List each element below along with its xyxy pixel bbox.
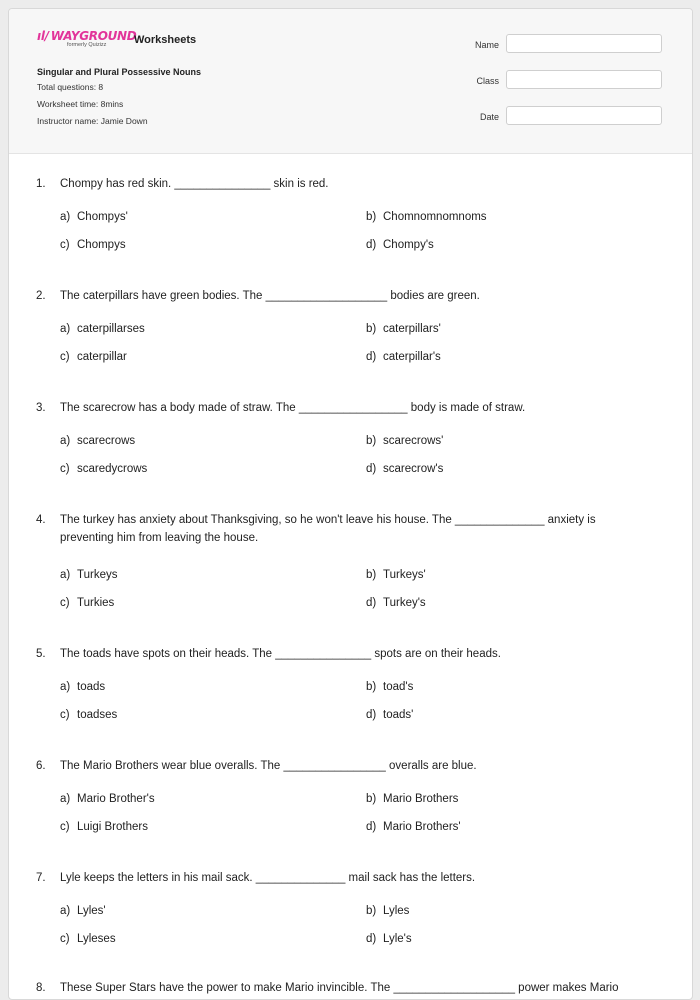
option-d[interactable]: d) Lyle's xyxy=(366,933,412,945)
option-b[interactable]: b) caterpillars' xyxy=(366,323,441,335)
option-d[interactable]: d) caterpillar's xyxy=(366,351,441,363)
option-c[interactable]: c) scaredycrows xyxy=(60,463,148,475)
worksheet-meta xyxy=(37,67,201,133)
question-number: 6. xyxy=(36,760,46,772)
name-label: Name xyxy=(474,40,499,50)
question-text: These Super Stars have the power to make Mario invincible. The ___________________ power makes Mario xyxy=(60,982,619,994)
question-text: The turkey has anxiety about Thanksgiving, so he won't leave his house. The ______________ anxiety is xyxy=(60,514,596,526)
option-a[interactable]: a) scarecrows xyxy=(60,435,136,447)
option-c[interactable]: c) caterpillar xyxy=(60,351,127,363)
question-number: 5. xyxy=(36,648,46,660)
option-c[interactable]: c) Turkies xyxy=(60,597,115,609)
logo-bars-icon: ıl/ xyxy=(37,29,49,43)
option-b[interactable]: b) scarecrows' xyxy=(366,435,444,447)
option-c[interactable]: c) Luigi Brothers xyxy=(60,821,148,833)
question-number: 1. xyxy=(36,178,46,190)
class-input[interactable] xyxy=(506,70,662,89)
section-label: Worksheets xyxy=(134,34,197,46)
option-b[interactable]: b) Chomnomnomnoms xyxy=(366,211,487,223)
question-text: The caterpillars have green bodies. The ___________________ bodies are green. xyxy=(60,290,480,302)
option-c[interactable]: c) Lyleses xyxy=(60,933,116,945)
option-c[interactable]: c) Chompys xyxy=(60,239,126,251)
date-field xyxy=(449,106,669,128)
class-field xyxy=(449,70,669,92)
option-b[interactable]: b) Mario Brothers xyxy=(366,793,459,805)
option-a[interactable]: a) caterpillarses xyxy=(60,323,145,335)
worksheet-header xyxy=(9,9,692,154)
date-label: Date xyxy=(479,112,499,122)
option-b[interactable]: b) Turkeys' xyxy=(366,569,426,581)
option-d[interactable]: d) scarecrow's xyxy=(366,463,444,475)
question-text-line2: preventing him from leaving the house. xyxy=(60,532,259,544)
brand-logo xyxy=(37,29,136,48)
option-a[interactable]: a) Turkeys xyxy=(60,569,118,581)
option-a[interactable]: a) Lyles' xyxy=(60,905,106,917)
question-text: The Mario Brothers wear blue overalls. The ________________ overalls are blue. xyxy=(60,760,477,772)
brand-name: WAYGROUND xyxy=(50,29,137,43)
worksheet-title: Singular and Plural Possessive Nouns xyxy=(37,67,202,77)
option-d[interactable]: d) Chompy's xyxy=(366,239,434,251)
question-text: The toads have spots on their heads. The _______________ spots are on their heads. xyxy=(60,648,501,660)
brand-subtitle: formerly Quizizz xyxy=(67,42,107,48)
question-number: 3. xyxy=(36,402,46,414)
option-d[interactable]: d) Turkey's xyxy=(366,597,426,609)
question-text: Lyle keeps the letters in his mail sack. ______________ mail sack has the letters. xyxy=(60,872,476,884)
name-field xyxy=(449,34,669,56)
option-a[interactable]: a) Mario Brother's xyxy=(60,793,155,805)
option-d[interactable]: d) Mario Brothers' xyxy=(366,821,461,833)
option-a[interactable]: a) toads xyxy=(60,681,106,693)
instructor-name: Instructor name: Jamie Down xyxy=(37,116,148,126)
class-label: Class xyxy=(476,76,499,86)
question-number: 2. xyxy=(36,290,46,302)
worksheet-page xyxy=(8,8,693,1000)
question-number: 7. xyxy=(36,872,46,884)
option-b[interactable]: b) Lyles xyxy=(366,905,410,917)
option-b[interactable]: b) toad's xyxy=(366,681,414,693)
option-c[interactable]: c) toadses xyxy=(60,709,118,721)
date-input[interactable] xyxy=(506,106,662,125)
name-input[interactable] xyxy=(506,34,662,53)
question-text: Chompy has red skin. _______________ skin is red. xyxy=(60,178,329,190)
question-text: The scarecrow has a body made of straw. The _________________ body is made of straw. xyxy=(60,402,526,414)
option-d[interactable]: d) toads' xyxy=(366,709,414,721)
worksheet-time: Worksheet time: 8mins xyxy=(37,99,124,109)
option-a[interactable]: a) Chompys' xyxy=(60,211,128,223)
question-number: 4. xyxy=(36,514,46,526)
question-number: 8. xyxy=(36,982,46,994)
total-questions: Total questions: 8 xyxy=(37,82,104,92)
